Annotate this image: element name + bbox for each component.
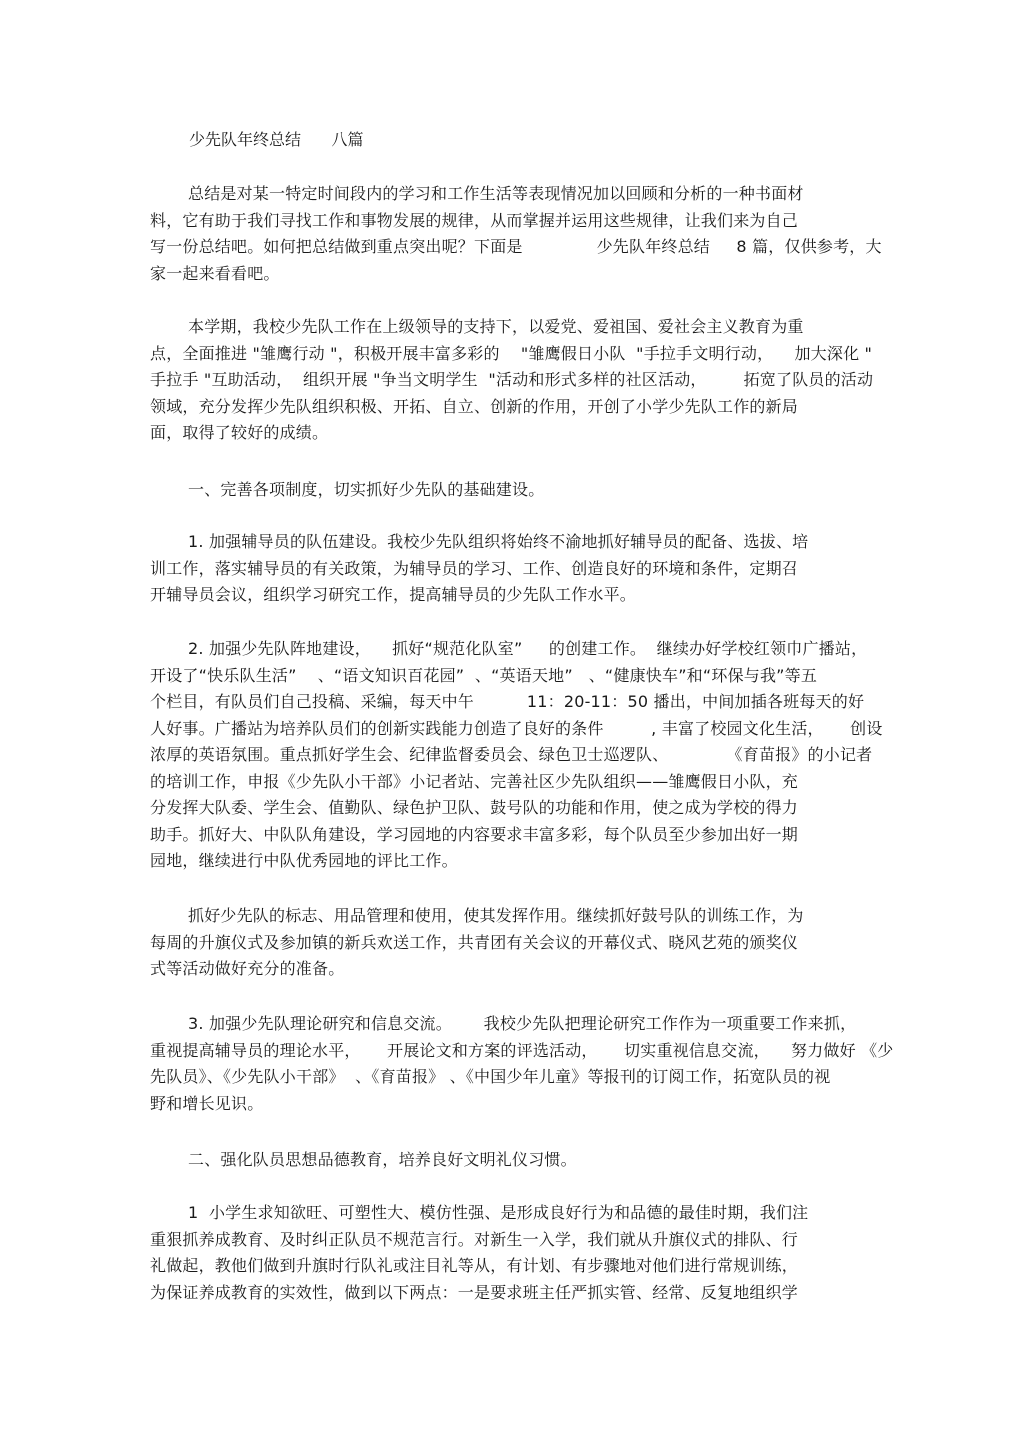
text-line: 的培训工作，申报《少先队小干部》小记者站、完善社区少先队组织——雏鹰假日小队，充: [150, 771, 799, 791]
text-line: 礼做起，教他们做到升旗时行队礼或注目礼等从，有计划、有步骤地对他们进行常规训练，: [150, 1256, 799, 1275]
summary-paragraph: [150, 314, 874, 447]
text-line: 为保证养成教育的实效性，做到以下两点：一是要求班主任严抓实管、经常、反复地组织学: [150, 1282, 799, 1302]
text-line: 一、完善各项制度，切实抓好少先队的基础建设。: [188, 480, 545, 499]
body-paragraph: [150, 1200, 865, 1306]
text-line: 面，取得了较好的成绩。: [150, 423, 329, 442]
text-line: 开辅导员会议，组织学习研究工作，提高辅导员的少先队工作水平。: [150, 585, 637, 604]
text-line: 领域，充分发挥少先队组织积极、开拓、自立、创新的作用，开创了小学少先队工作的新局: [150, 396, 799, 416]
document-title: 少先队年终总结 八篇: [189, 130, 364, 149]
text-line: 二、强化队员思想品德教育，培养良好文明礼仪习惯。: [188, 1150, 577, 1169]
text-line: 先队员》、《少先队小干部》 、《育苗报》 、《中国少年儿童》等报刊的订阅工作，拓宽队员的视: [150, 1067, 831, 1086]
section-heading: [150, 1147, 865, 1174]
text-line: 个栏目，有队员们自己投稿、采编，每天中午 11：20-11：50 播出，中间加插各班每天的好: [150, 692, 865, 711]
text-line: 人好事。广播站为培养队员们的创新实践能力创造了良好的条件 , 丰富了校园文化生活， 创设: [150, 718, 883, 738]
body-paragraph: [150, 1011, 894, 1117]
body-paragraph: [150, 636, 883, 875]
text-line: 手拉手 "互助活动， 组织开展 "争当文明学生 "活动和形式多样的社区活动， 拓宽了队员的活动: [150, 370, 874, 389]
text-line: 园地，继续进行中队优秀园地的评比工作。: [150, 851, 458, 870]
text-line: 每周的升旗仪式及参加镇的新兵欢送工作，共青团有关会议的开幕仪式、晓风艺苑的颁奖仪: [150, 932, 799, 952]
text-line: 点，全面推进 "雏鹰行动 "，积极开展丰富多彩的 "雏鹰假日小队 "手拉手文明行动， 加大深化 ": [150, 343, 873, 363]
text-line: 式等活动做好充分的准备。: [150, 959, 345, 978]
text-line: 训工作，落实辅导员的有关政策，为辅导员的学习、工作、创造良好的环境和条件，定期召: [150, 558, 799, 578]
text-line: 家一起来看看吧。: [150, 263, 280, 283]
text-line: 开设了“快乐队生活” 、“语文知识百花园” 、“英语天地” 、“健康快车”和“环保与我”等五: [150, 665, 818, 685]
text-line: 总结是对某一特定时间段内的学习和工作生活等表现情况加以回顾和分析的一种书面材: [188, 184, 804, 203]
text-line: 1 小学生求知欲旺、可塑性大、模仿性强、是形成良好行为和品德的最佳时期，我们注: [188, 1203, 809, 1222]
body-paragraph: [150, 903, 865, 983]
text-line: 2. 加强少先队阵地建设， 抓好“规范化队室” 的创建工作。 继续办好学校红领巾广播站，: [188, 639, 868, 658]
body-paragraph: [150, 529, 865, 609]
text-line: 本学期，我校少先队工作在上级领导的支持下，以爱党、爱祖国、爱社会主义教育为重: [188, 317, 804, 336]
text-line: 重视提高辅导员的理论水平， 开展论文和方案的评选活动， 切实重视信息交流， 努力做好 《少: [150, 1040, 894, 1060]
text-line: 写一份总结吧。如何把总结做到重点突出呢？下面是 少先队年终总结 8 篇，仅供参考，大: [150, 237, 882, 256]
text-line: 重狠抓养成教育、及时纠正队员不规范言行。对新生一入学，我们就从升旗仪式的排队、行: [150, 1229, 799, 1249]
text-line: 浓厚的英语氛围。重点抓好学生会、纪律监督委员会、绿色卫士巡逻队、 《育苗报》的小记者: [150, 745, 873, 764]
text-line: 野和增长见识。: [150, 1093, 264, 1113]
section-heading: [150, 477, 865, 504]
text-line: 助手。抓好大、中队队角建设，学习园地的内容要求丰富多彩，每个队员至少参加出好一期: [150, 824, 799, 844]
intro-paragraph: [150, 181, 882, 287]
text-line: 料，它有助于我们寻找工作和事物发展的规律，从而掌握并运用这些规律，让我们来为自己: [150, 210, 799, 230]
text-line: 1. 加强辅导员的队伍建设。我校少先队组织将始终不渝地抓好辅导员的配备、选拔、培: [188, 532, 809, 551]
text-line: 分发挥大队委、学生会、值勤队、绿色护卫队、鼓号队的功能和作用，使之成为学校的得力: [150, 798, 799, 817]
text-line: 3. 加强少先队理论研究和信息交流。 我校少先队把理论研究工作作为一项重要工作来抓，: [188, 1014, 857, 1033]
text-line: 抓好少先队的标志、用品管理和使用，使其发挥作用。继续抓好鼓号队的训练工作，为: [188, 906, 804, 925]
